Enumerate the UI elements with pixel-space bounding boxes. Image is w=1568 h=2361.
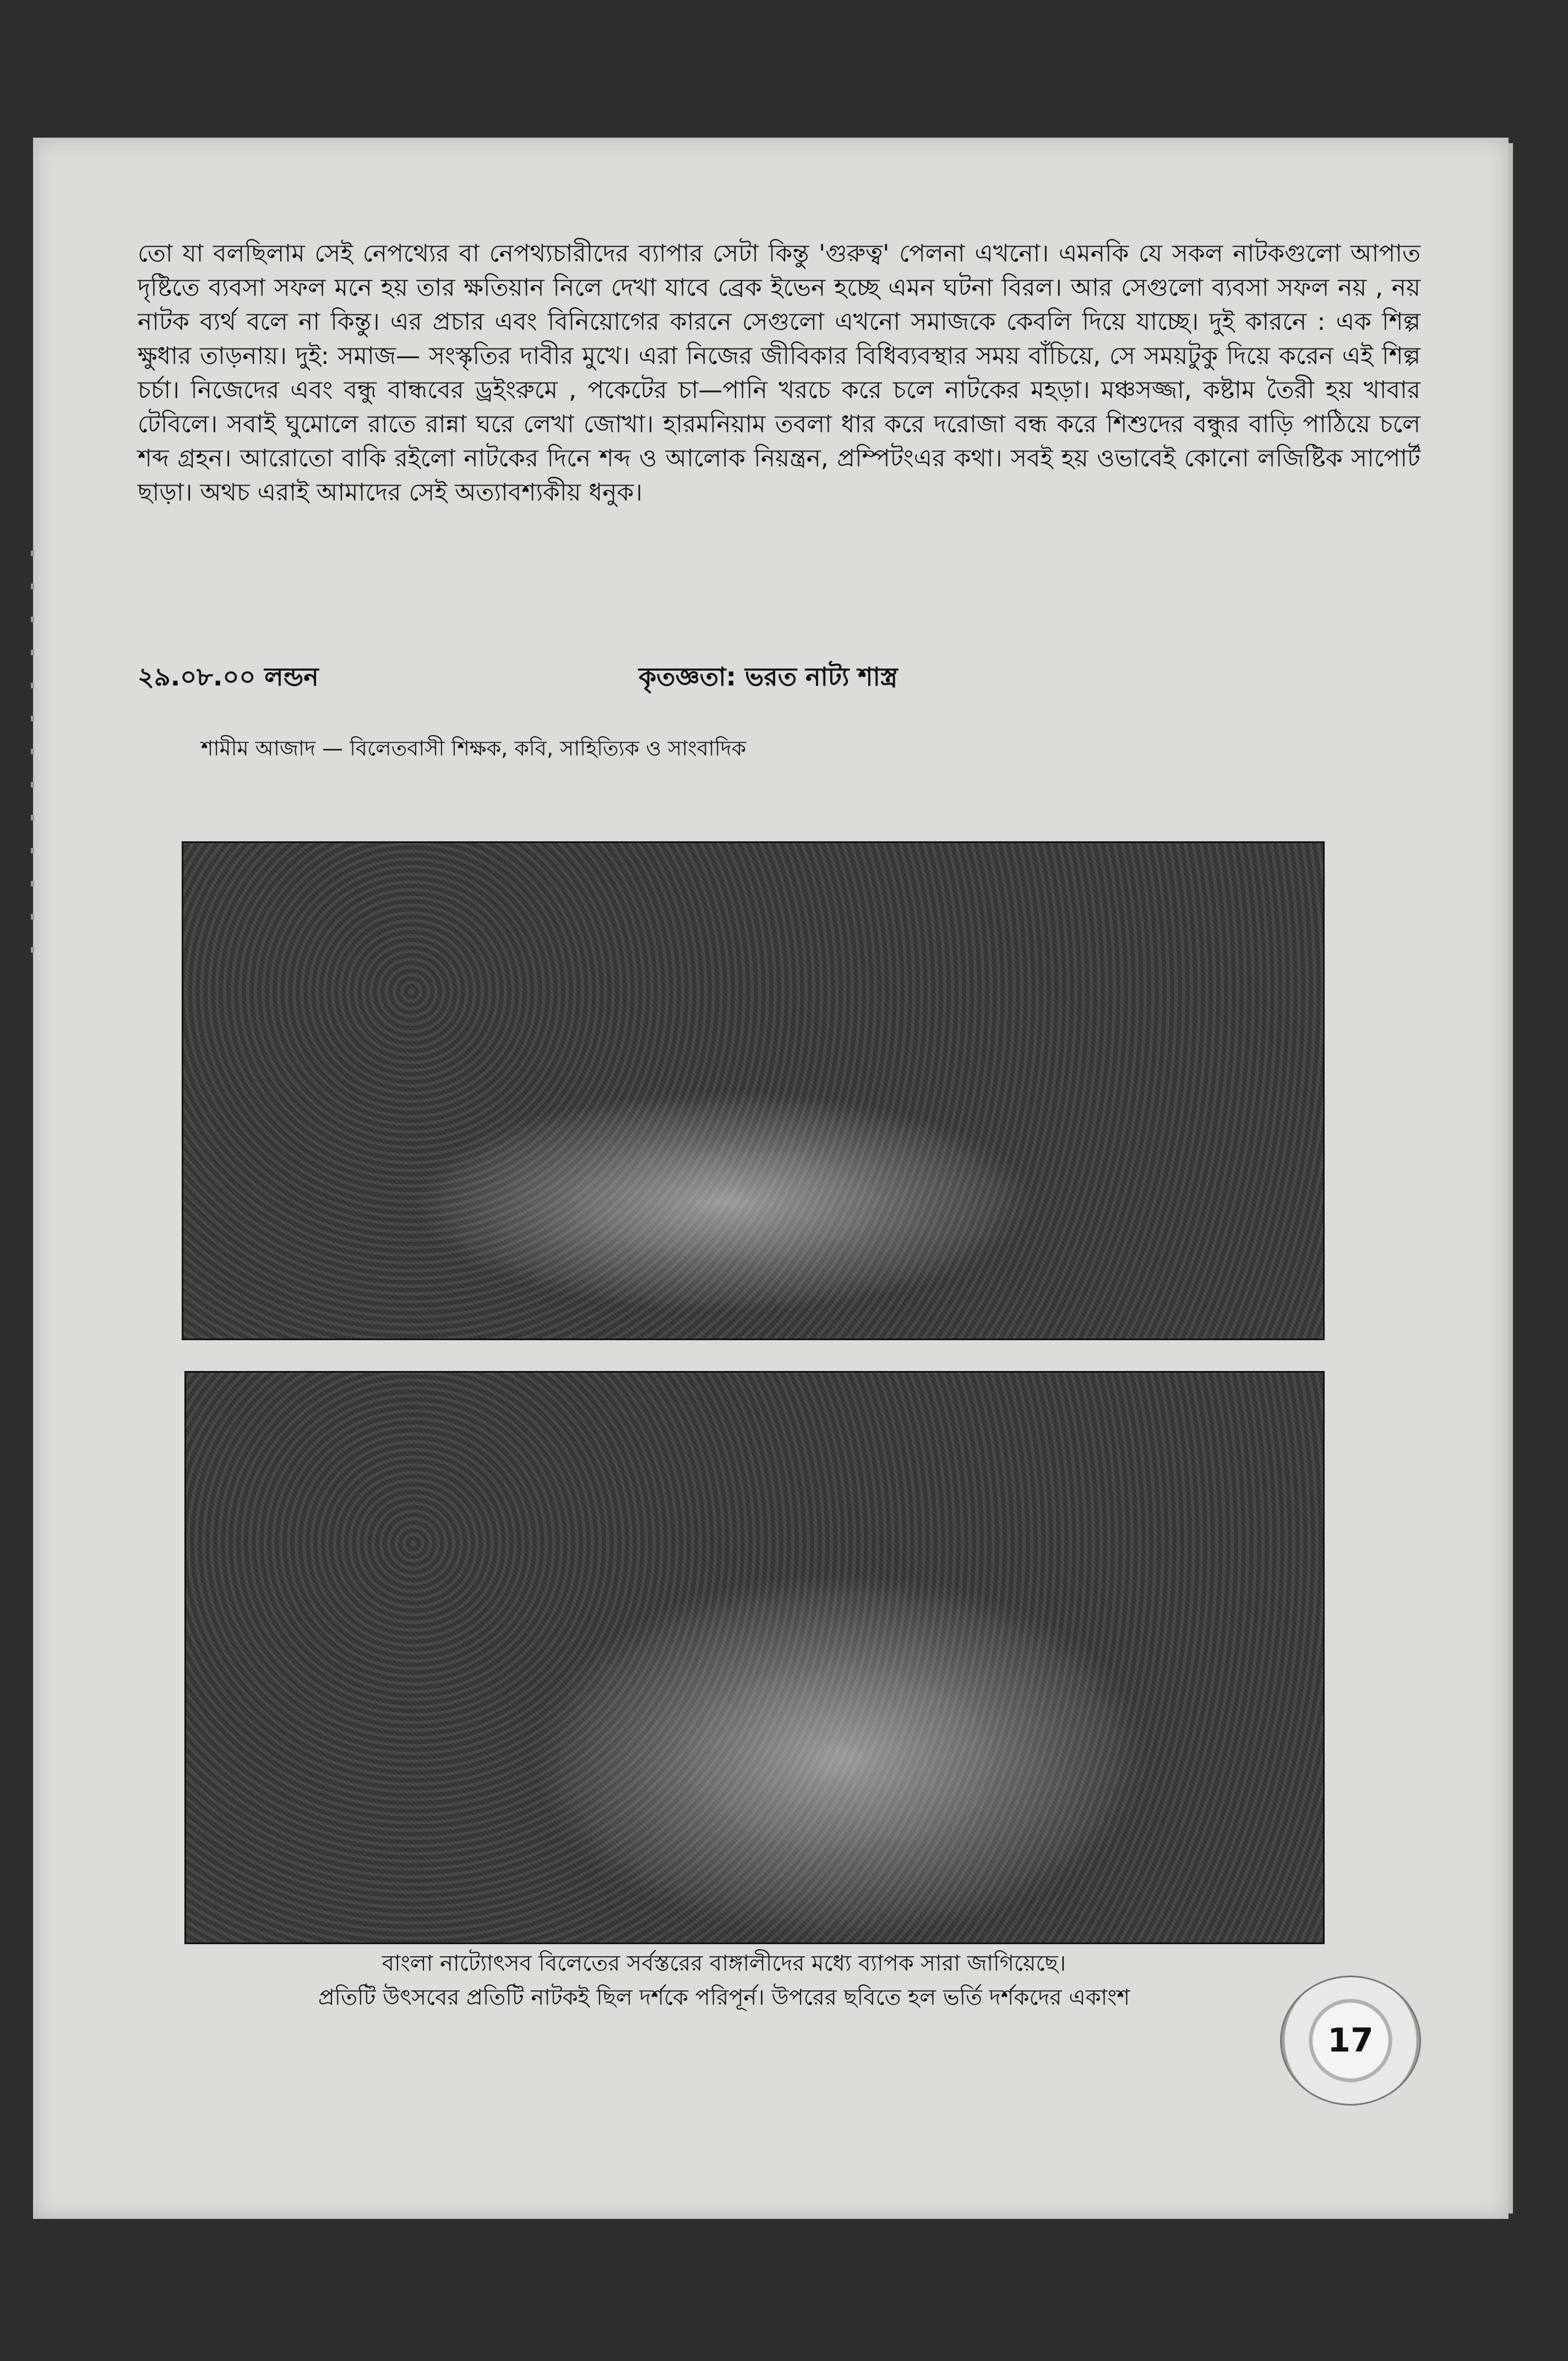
audience-photo-bottom	[184, 1371, 1325, 1944]
date-place: ২৯.০৮.০০ লন্ডন	[138, 662, 319, 692]
photo-highlight	[411, 1091, 1038, 1314]
caption-line-1: বাংলা নাট্যোৎসব বিলেতের সর্বস্তরের বাঙ্গালীদের মধ্যে ব্যাপক সারা জাগিয়েছে।	[382, 1951, 1066, 1976]
page-edge	[1509, 143, 1513, 2213]
author-line: শামীম আজাদ — বিলেতবাসী শিক্ষক, কবি, সাহিত্যিক ও সাংবাদিক	[201, 736, 747, 760]
audience-photo-top	[182, 841, 1325, 1340]
binding-staples	[31, 551, 34, 980]
caption-line-2: প্রতিটি উৎসবের প্রতিটি নাটকই ছিল দর্শকে পরিপূর্ন। উপরের ছবিতে হল ভর্তি দর্শকদের একাংশ	[318, 1985, 1130, 2010]
article-paragraph: তো যা বলছিলাম সেই নেপথ্যের বা নেপথ্যচারীদের ব্যাপার সেটা কিন্তু 'গুরুত্ব' পেলনা এখনো। এমনকি যে সকল নাটকগুলো আপাত দৃষ্টিতে ব্যবসা সফল মনে হয় তার ক্ষতিয়ান নিলে দেখা যাবে ব্রেক ইভেন হচ্ছে এমন ঘটনা বিরল। আর সেগুলো ব্যবসা সফল নয় , নয় নাটক ব্যর্থ বলে না কিন্তু। এর প্রচার এবং বিনিয়োগের কারনে সেগুলো এখনো সমাজকে কেবলি দিয়ে যাচ্ছে। দুই কারনে : এক শিল্প ক্ষুধার তাড়নায়। দুই: সমাজ— সংস্কৃতির দাবীর মুখে। এরা নিজের জীবিকার বিধিব্যবস্থার সময় বাঁচিয়ে, সে সময়টুকু দিয়ে করেন এই শিল্প চর্চা। নিজেদের এবং বন্ধু বান্ধবের ড্রইংরুমে , পকেটের চা—পানি খরচে করে চলে নাটকের মহড়া। মঞ্চসজ্জা, কষ্টাম তৈরী হয় খাবার টেবিলে। সবাই ঘুমোলে রাতে রান্না ঘরে লেখা জোখা। হারমনিয়াম তবলা ধার করে দরোজা বন্ধ করে শিশুদের বন্ধুর বাড়ি পাঠিয়ে চলে শব্দ গ্রহন। আরোতো বাকি রইলো নাটকের দিনে শব্দ ও আলোক নিয়ন্ত্রন, প্রম্পিটংএর কথা। সবই হয় ওভাবেই কোনো লজিষ্টিক সাপোর্ট ছাড়া। অথচ এরাই আমাদের সেই অত্যাবশ্যকীয় ধনুক।	[138, 240, 1420, 507]
page-number-badge	[1280, 1976, 1421, 2106]
photo-highlight	[527, 1572, 1153, 1943]
photo-caption	[127, 1946, 1321, 2015]
credit-line: কৃতজ্ঞতা: ভরত নাট্য শাস্ত্র	[639, 662, 898, 692]
page-number: 17	[1327, 2021, 1374, 2060]
